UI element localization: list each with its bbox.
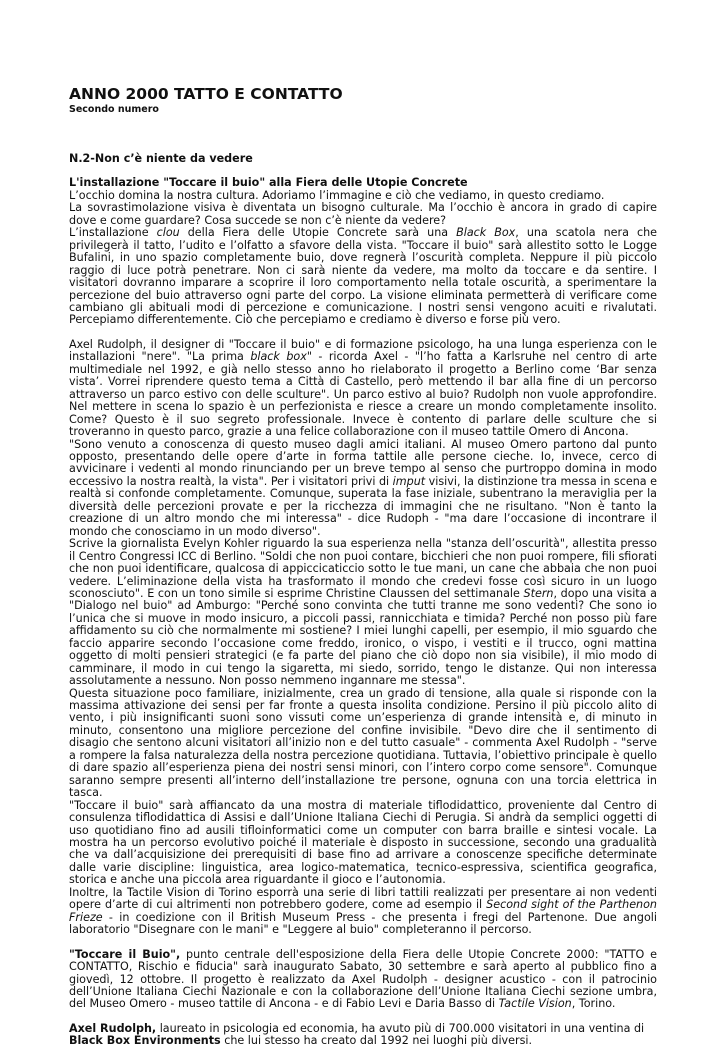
- paragraph-rudolph-intro: [69, 339, 657, 439]
- italic-run: Black Box: [456, 226, 516, 240]
- text-run: Scrive la giornalista Evelyn Kohler riguardo la sua esperienza nella "stanza dell’oscurità", allestita presso il Centro Congressi ICC di Berlino. "Soldi che non puoi contare, bicchieri che non puoi rompere, fili sfiorati che non puoi identificare, qualcosa di appiccicaticcio sotto le tue mani, un cane che abbaia che non puoi vedere. L’eliminazione della vista ha trasformato il mondo che credevi fosse così sicuro in un luogo sconosciuto". E con un tono simile si esprime Christine Claussen del settimanale: [69, 537, 657, 600]
- text-run: che lui stesso ha creato dal 1992 nei luoghi più diversi.: [220, 1034, 533, 1048]
- italic-run: black box: [250, 350, 307, 364]
- italic-run: Second sight of the Parthenon Frieze: [69, 898, 657, 924]
- paragraph-axel-bio: [69, 1023, 657, 1048]
- paragraph-inaugurazione: [69, 949, 657, 1011]
- paragraph-kohler: [69, 538, 657, 687]
- text-run: L’installazione: [69, 226, 157, 240]
- text-run: laureato in psicologia ed economia, ha avuto più di 700.000 visitatori in una ventina di: [156, 1021, 645, 1035]
- document-title: ANNO 2000 TATTO E CONTATTO: [69, 85, 343, 103]
- section-title: N.2-Non c’è niente da vedere: [69, 152, 253, 165]
- text-run: Inoltre, la Tactile Vision di Torino esporrà una serie di libri tattili realizzati per presentare ai non vedenti opere d’arte di cui altrimenti non potrebbero godere, come ad esempio il: [69, 885, 657, 912]
- italic-run: clou: [156, 226, 180, 240]
- document-page: [69, 86, 657, 1048]
- text-run: , Torino.: [571, 997, 616, 1011]
- text-run: " - ricorda Axel - "l’ho fatta a Karlsruhe nel centro di arte multimediale nel 1992, e già nello stesso anno ho rielaborato il progetto a Berlino come ‘Bar senza vista’. Vorrei riprendere questo tema a Città di Castello, però mettendo il bar alla fine di un percorso attraverso un parco estivo con delle sculture". Un parco estivo al buio? Rudolph non vuole approfondire. Nel mettere in scena lo spazio è un perfezionista e riesce a creare un mondo completamente insolito. Come? Questo è il suo segreto professionale. Invece è contento di parlare delle sculture che si troveranno in questo parco, grazie a una felice collaborazione con il museo tattile Omero di Ancona.: [69, 350, 658, 439]
- bold-run: Black Box Environments: [69, 1034, 221, 1048]
- text-run: "Sono venuto a conoscenza di questo museo dagli amici italiani. Al museo Omero partono dal punto opposto, presentando delle opere d’arte in forma tattile alle persone cieche. Io, invece, cerco di avvicinare i vedenti al mondo rinunciando per un breve tempo al senso che purtroppo domina in modo eccessivo la nostra realtà, la vista". Per i visitatori privi di: [69, 437, 657, 488]
- paragraph-tactile-vision: [69, 887, 657, 937]
- text-run: Axel Rudolph, il designer di "Toccare il buio" e di formazione psicologo, ha una lunga esperienza con le installazioni "nere". "La prima: [69, 337, 657, 364]
- paragraph-intro-1: L’occhio domina la nostra cultura. Adoriamo l’immagine e ciò che vediamo, in questo crediamo.: [69, 188, 605, 202]
- bold-run: Axel Rudolph,: [69, 1021, 157, 1035]
- text-run: , dopo una visita a "Dialogo nel buio" ad Amburgo: "Perché sono convinta che tutti tranne me sono vedenti? Che sono io l’unica che si muove in modo insicuro, a piccoli passi, rannicchiata e timida? Perché non posso più fare affidamento su ciò che normalmente mi sostiene? I miei lunghi capelli, per esempio, il mio sguardo che faccio apparire secondo l’occasione come freddo, ironico, o vispo, i vestiti e il trucco, ogni mattina oggetto di molti pensieri strategici (e fa parte del piano che ciò dopo non sia visibile), il mio modo di camminare, il modo in cui tengo la sigaretta, mi siedo, sorrido, tengo le distanze. Qui non interessa assolutamente a nessuno. Non posso nemmeno ingannare me stessa".: [69, 586, 657, 688]
- italic-run: Stern: [523, 586, 554, 600]
- paragraph-museo-omero: [69, 439, 657, 539]
- text-run: - in coedizione con il British Museum Press - che presenta i fregi del Partenone. Due angoli laboratorio "Disegnare con le mani" e "Leggere al buio" completeranno il percorso.: [69, 910, 657, 937]
- paragraph-intro-3: [69, 227, 657, 327]
- text-run: punto centrale dell'esposizione della Fiera delle Utopie Concrete 2000: "TATTO e CONTATTO, Rischio e fiducia" sarà inaugurato Sabato, 30 settembre e sarà aperto al pubblico fino a giovedì, 12 ottobre. Il progetto è realizzato da Axel Rudolph - designer acustico - con il patrocinio dell’Unione Italiana Ciechi Nazionale e con la collaborazione dell’Unione Italiana Ciechi sezione umbra, del Museo Omero - museo tattile di Ancona - e di Fabio Levi e Daria Basso di: [69, 947, 657, 1011]
- paragraph-intro-2: La sovrastimolazione visiva è diventata un bisogno culturale. Ma l’occhio è ancora in grado di capire dove e come guardare? Cosa succede se non c’è niente da vedere?: [69, 201, 657, 227]
- bold-run: "Toccare il Buio",: [69, 947, 181, 961]
- article-heading: L'installazione "Toccare il buio" alla Fiera delle Utopie Concrete: [69, 176, 468, 190]
- italic-run: Tactile Vision: [498, 997, 572, 1011]
- text-run: visivi, la distinzione tra messa in scena e realtà si confonde completamente. Comunque, superata la fase iniziale, subentrano la meraviglia per la diversità delle percezioni provate e per la ricchezza di immagini che ne risultano. "Non è tanto la creazione di un altro mondo che mi interessa" - dice Rudoph - "ma dare l’occasione di incontrare il mondo che conosciamo in un modo diverso".: [69, 474, 657, 538]
- text-run: , una scatola nera che privilegerà il tatto, l’udito e l’olfatto a sfavore della vista. "Toccare il buio" sarà allestito sotto le Logge Bufalini, in uno spazio completamente buio, dove regnerà l’oscurità completa. Neppure il più piccolo raggio di luce potrà penetrare. Non ci sarà niente da vedere, ma molto da toccare e da sentire. I visitatori dovranno imparare a scoprire il loro comportamento nella totale oscurità, a sperimentare la percezione del buio attraverso ogni parte del corpo. La visione eliminata permetterà di verificare come cambiano gli abituali modi di percezione e comunicazione. I nostri sensi vengono acuiti e rivalutati. Percepiamo differentemente. Ciò che percepiamo e crediamo è diverso e forse più vero.: [69, 226, 657, 327]
- text-run: della Fiera delle Utopie Concrete sarà una: [179, 226, 457, 240]
- document-subtitle: Secondo numero: [69, 104, 159, 115]
- italic-run: imput: [392, 474, 426, 488]
- paragraph-mostra: "Toccare il buio" sarà affiancato da una mostra di materiale tiflodidattico, proveniente dal Centro di consulenza tiflodidattica di Assisi e dall’Unione Italiana Ciechi di Perugia. Si andrà da semplici oggetti di uso quotidiano fino ad ausili tifloinformatici come un computer con barra braille e sintesi vocale. La mostra ha un percorso evolutivo poiché il materiale è disposto in successione, secondo una gradualità che va dall’acquisizione dei prerequisiti di base fino ad arrivare a conoscenze specifiche determinate dalle varie discipline: linguistica, area logico-matematica, tecnico-espressiva, scientifica geografica, storica e anche una piccola area riguardante il gioco e l’autonomia.: [69, 798, 657, 887]
- paragraph-tensione: Questa situazione poco familiare, inizialmente, crea un grado di tensione, alla quale si risponde con la massima attivazione dei sensi per far fronte a questa insolita condizione. Persino il più piccolo alito di vento, i più insignificanti suoni sono vissuti come un’esperienza di grande intensità e, di minuto in minuto, consentono una migliore percezione del confine invisibile. "Devo dire che il sentimento di disagio che sentono alcuni visitatori all’inizio non e del tutto casuale" - commenta Axel Rudolph - "serve a rompere la falsa naturalezza della nostra percezione quotidiana. Tuttavia, l’obiettivo principale è quello di dare spazio all’esperienza piena dei nostri sensi minori, con l’intero corpo come sensore". Comunque saranno sempre presenti all’interno dell’installazione tre persone, ognuna con una torcia elettrica in tasca.: [69, 686, 657, 800]
